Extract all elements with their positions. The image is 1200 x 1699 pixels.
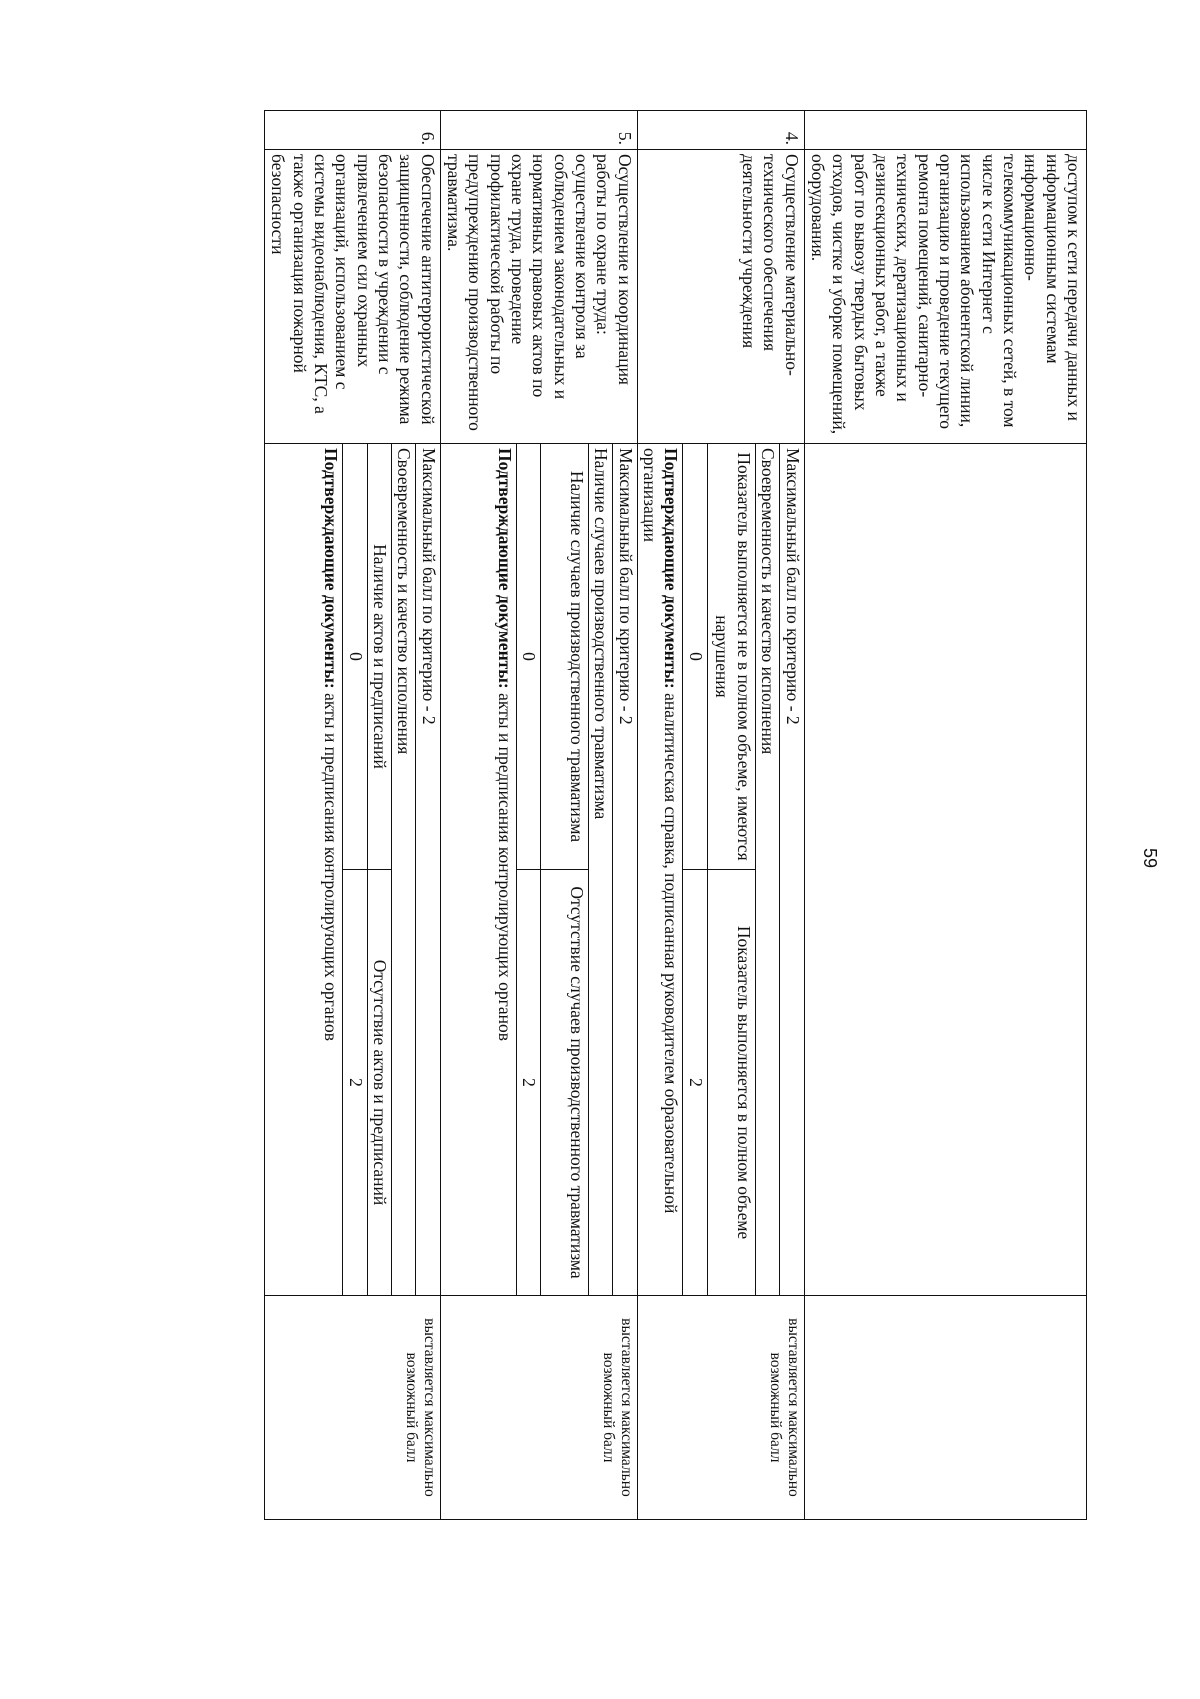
quality-text: Своевременность и качество исполнения bbox=[392, 444, 416, 1295]
indicator-cell bbox=[440, 444, 637, 1296]
supporting-documents bbox=[492, 444, 516, 1295]
indicator-cell bbox=[637, 444, 804, 1296]
supporting-documents bbox=[638, 444, 683, 1295]
indicator-cell bbox=[264, 444, 440, 1296]
supporting-documents-text: аналитическая справка, подписанная руководителем образовательной организации bbox=[640, 448, 682, 1214]
supporting-documents-text: акты и предписания контролирующих органов bbox=[494, 693, 515, 1041]
supporting-documents-label: Подтверждающие документы: bbox=[661, 448, 682, 689]
option-right: Отсутствие случаев производственного травматизма bbox=[541, 870, 589, 1296]
score-right: 2 bbox=[343, 870, 367, 1296]
row-number: 5. bbox=[440, 111, 637, 150]
row-number-empty bbox=[804, 111, 1086, 150]
score-left: 0 bbox=[683, 444, 707, 870]
option-left: Наличие актов и предписаний bbox=[367, 444, 391, 870]
quality-text: Своевременность и качество исполнения bbox=[755, 444, 779, 1295]
page-number: 59 bbox=[1140, 848, 1160, 869]
indicator-table bbox=[319, 444, 440, 1295]
table-row bbox=[264, 111, 440, 1520]
criterion-text: Обеспечение антитеррористической защищенности, соблюдение режима безопасности в учреждении с привлечением сил охранных организаций, использованием с системы видеонаблюдения, КТС, а также организация пожарной безопасности bbox=[264, 150, 440, 444]
indicator-table bbox=[638, 444, 804, 1295]
indicator-table bbox=[492, 444, 636, 1295]
max-score-text: Максимальный балл по критерию - 2 bbox=[780, 444, 804, 1295]
option-left: Наличие случаев производственного травматизма bbox=[541, 444, 589, 870]
supporting-documents-label: Подтверждающие документы: bbox=[494, 448, 515, 689]
criteria-table bbox=[264, 110, 1087, 1520]
score-note: выставляется максимально возможный балл bbox=[637, 1296, 804, 1520]
option-left: Показатель выполняется не в полном объеме, имеются нарушения bbox=[707, 444, 755, 870]
criterion-text: Осуществление и координация работы по охране труда: осуществление контроля за соблюдением законодательных и нормативных правовых актов по охране труда, проведение профилактической работы по предупреждению производственного травматизма. bbox=[440, 150, 637, 444]
score-left: 0 bbox=[343, 444, 367, 870]
score-right: 2 bbox=[683, 870, 707, 1296]
row-number: 4. bbox=[637, 111, 804, 150]
score-right: 2 bbox=[516, 870, 540, 1296]
option-right: Показатель выполняется в полном объеме bbox=[707, 870, 755, 1296]
row-number: 6. bbox=[264, 111, 440, 150]
supporting-documents-text: акты и предписания контролирующих органов bbox=[321, 693, 342, 1041]
criterion-text: Осуществление материально-технического обеспечения деятельности учреждения bbox=[637, 150, 804, 444]
table-row-continuation bbox=[804, 111, 1086, 1520]
table-row bbox=[440, 111, 637, 1520]
supporting-documents-label: Подтверждающие документы: bbox=[321, 448, 342, 689]
max-score-text: Максимальный балл по критерию - 2 bbox=[613, 444, 637, 1295]
supporting-documents bbox=[319, 444, 343, 1295]
option-right: Отсутствие актов и предписаний bbox=[367, 870, 391, 1296]
quality-text: Наличие случаев производственного травматизма bbox=[589, 444, 613, 1295]
score-note-empty bbox=[804, 1296, 1086, 1520]
score-note: выставляется максимально возможный балл bbox=[440, 1296, 637, 1520]
criterion-text: доступом к сети передачи данных и информационным системам информационно-телекоммуникационных сетей, в том числе к сети Интернет с использованием абонентской линии, организацию и проведение текущего ремонта помещений, санитарно-технических, дератизационных и дезинсекционных работ, а также работ по вывозу твердых бытовых отходов, чистке и уборке помещений, оборудования. bbox=[804, 150, 1086, 444]
max-score-text: Максимальный балл по критерию - 2 bbox=[416, 444, 440, 1295]
indicator-cell-empty bbox=[804, 444, 1086, 1296]
table-row bbox=[637, 111, 804, 1520]
score-note: выставляется максимально возможный балл bbox=[264, 1296, 440, 1520]
score-left: 0 bbox=[516, 444, 540, 870]
